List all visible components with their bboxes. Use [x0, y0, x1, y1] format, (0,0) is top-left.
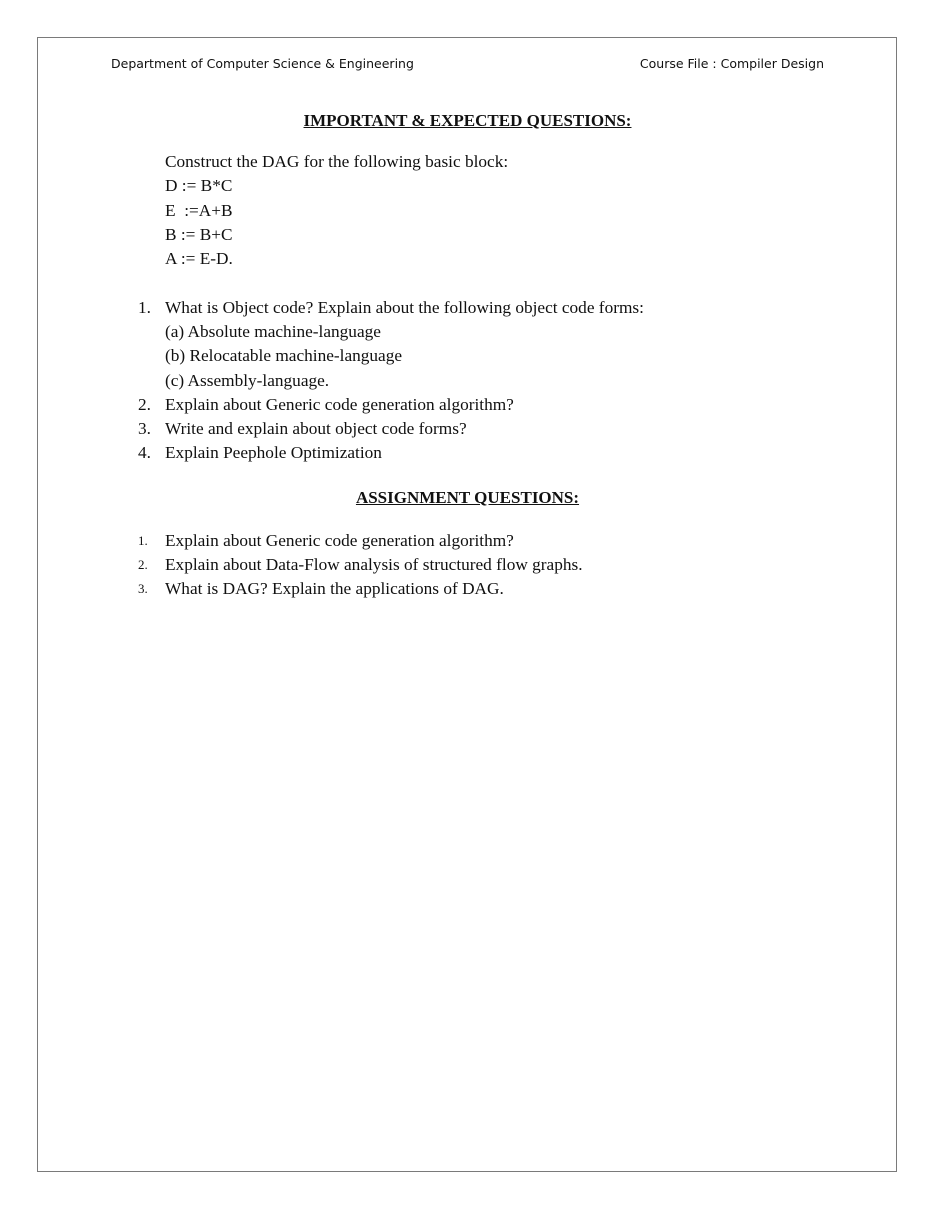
list-number: 2.	[138, 394, 151, 414]
sub-item: (c) Assembly-language.	[165, 370, 330, 390]
dag-line: A := E-D.	[165, 249, 233, 269]
sub-item: (b) Relocatable machine-language	[165, 346, 403, 366]
list-item	[136, 393, 836, 417]
sub-item: (a) Absolute machine-language	[165, 322, 381, 342]
list-number: 2.	[138, 557, 148, 573]
list-item	[136, 296, 836, 393]
dag-line: E :=A+B	[165, 200, 233, 220]
question-text: Explain about Data-Flow analysis of structured flow graphs.	[165, 555, 583, 575]
question-text: Write and explain about object code forms?	[165, 419, 467, 439]
important-questions-list	[136, 296, 836, 465]
header-course-file: Course File : Compiler Design	[639, 56, 824, 71]
question-text: Explain about Generic code generation algorithm?	[165, 531, 514, 550]
list-number: 3.	[138, 581, 148, 597]
important-questions-title: IMPORTANT & EXPECTED QUESTIONS:	[303, 111, 632, 130]
list-item	[136, 417, 836, 441]
dag-line: B := B+C	[165, 224, 233, 244]
dag-line: D := B*C	[165, 176, 233, 196]
list-item	[136, 441, 836, 465]
question-text: What is Object code? Explain about the following object code forms:	[165, 298, 644, 317]
question-text: Explain about Generic code generation algorithm?	[165, 394, 514, 414]
question-text: Explain Peephole Optimization	[165, 443, 382, 463]
header-department: Department of Computer Science & Engineering	[111, 56, 414, 71]
list-number: 1.	[138, 533, 148, 548]
list-number: 1.	[138, 298, 151, 317]
list-item	[136, 577, 836, 601]
list-item	[136, 529, 836, 553]
dag-question-block	[165, 150, 508, 271]
list-number: 3.	[138, 419, 151, 439]
assignment-questions-title: ASSIGNMENT QUESTIONS:	[355, 488, 580, 507]
question-text: What is DAG? Explain the applications of DAG.	[165, 579, 504, 599]
list-item	[136, 553, 836, 577]
dag-intro: Construct the DAG for the following basic block:	[165, 152, 509, 171]
list-number: 4.	[138, 443, 151, 463]
assignment-questions-list	[136, 529, 836, 602]
